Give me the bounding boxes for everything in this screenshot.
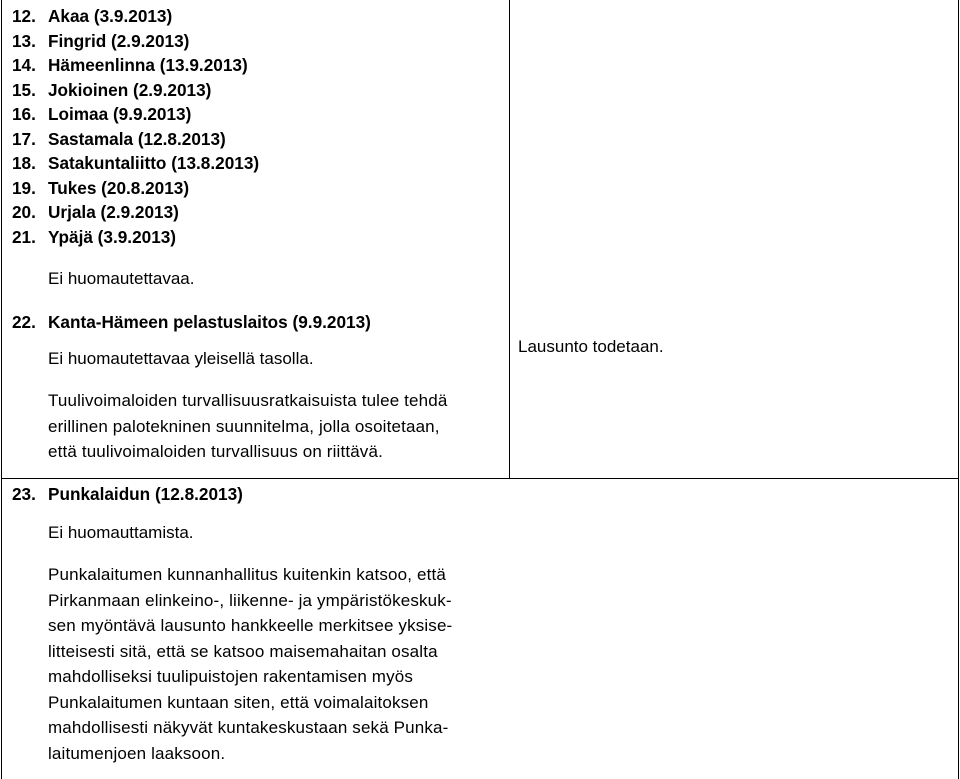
paragraph-line: sen myöntävä lausunto hankkeelle merkitsee yksise- <box>48 616 453 635</box>
paragraph-line: Pirkanmaan elinkeino-, liikenne- ja ympäristökeskuk- <box>48 590 452 610</box>
item-23-number: 23. <box>12 484 36 504</box>
item-23-heading <box>12 482 243 506</box>
row-divider <box>1 478 959 479</box>
paragraph-line: mahdollisesti näkyvät kuntakeskustaan sekä Punka- <box>48 718 449 737</box>
item-23-title: Punkalaidun (12.8.2013) <box>48 484 243 504</box>
no-comments-note: Ei huomautettavaa. <box>48 269 195 288</box>
list-item: 16. Loimaa (9.9.2013) <box>12 104 192 124</box>
item-23-note: Ei huomauttamista. <box>48 523 194 542</box>
list-item: 18. Satakuntaliitto (13.8.2013) <box>12 153 260 173</box>
item-22-heading <box>12 310 371 334</box>
paragraph-line: Punkalaitumen kunnanhallitus kuitenkin katsoo, että <box>48 565 446 584</box>
paragraph-line: Tuulivoimaloiden turvallisuusratkaisuista tulee tehdä <box>48 391 448 410</box>
paragraph-line: laitumenjoen laaksoon. <box>48 743 226 763</box>
item-23-paragraph <box>48 562 452 766</box>
item-22-title: Kanta-Hämeen pelastuslaitos (9.9.2013) <box>48 312 371 332</box>
column-divider <box>509 0 510 478</box>
list-item: 13. Fingrid (2.9.2013) <box>12 30 190 51</box>
list-item: 12. Akaa (3.9.2013) <box>12 6 173 26</box>
list-item: 15. Jokioinen (2.9.2013) <box>12 79 212 100</box>
paragraph-line: mahdolliseksi tuulipuistojen rakentamisen myös <box>48 667 414 686</box>
item-22-response: Lausunto todetaan. <box>518 337 664 356</box>
paragraph-line: Punkalaitumen kuntaan siten, että voimalaitoksen <box>48 692 429 712</box>
statement-list <box>12 4 259 249</box>
table-right-border <box>958 0 959 779</box>
table-left-border <box>1 0 2 779</box>
list-item: 20. Urjala (2.9.2013) <box>12 202 179 222</box>
list-item: 14. Hämeenlinna (13.9.2013) <box>12 55 248 75</box>
item-22-number: 22. <box>12 312 36 332</box>
list-item: 17. Sastamala (12.8.2013) <box>12 128 226 149</box>
paragraph-line: että tuulivoimaloiden turvallisuus on riittävä. <box>48 442 383 461</box>
list-item: 19. Tukes (20.8.2013) <box>12 177 190 198</box>
paragraph-line: erillinen palotekninen suunnitelma, jolla osoitetaan, <box>48 416 440 436</box>
paragraph-line: litteisesti sitä, että se katsoo maisemahaitan osalta <box>48 641 438 661</box>
list-item: 21. Ypäjä (3.9.2013) <box>12 226 177 247</box>
item-22-note: Ei huomautettavaa yleisellä tasolla. <box>48 349 314 368</box>
item-22-paragraph <box>48 388 447 465</box>
